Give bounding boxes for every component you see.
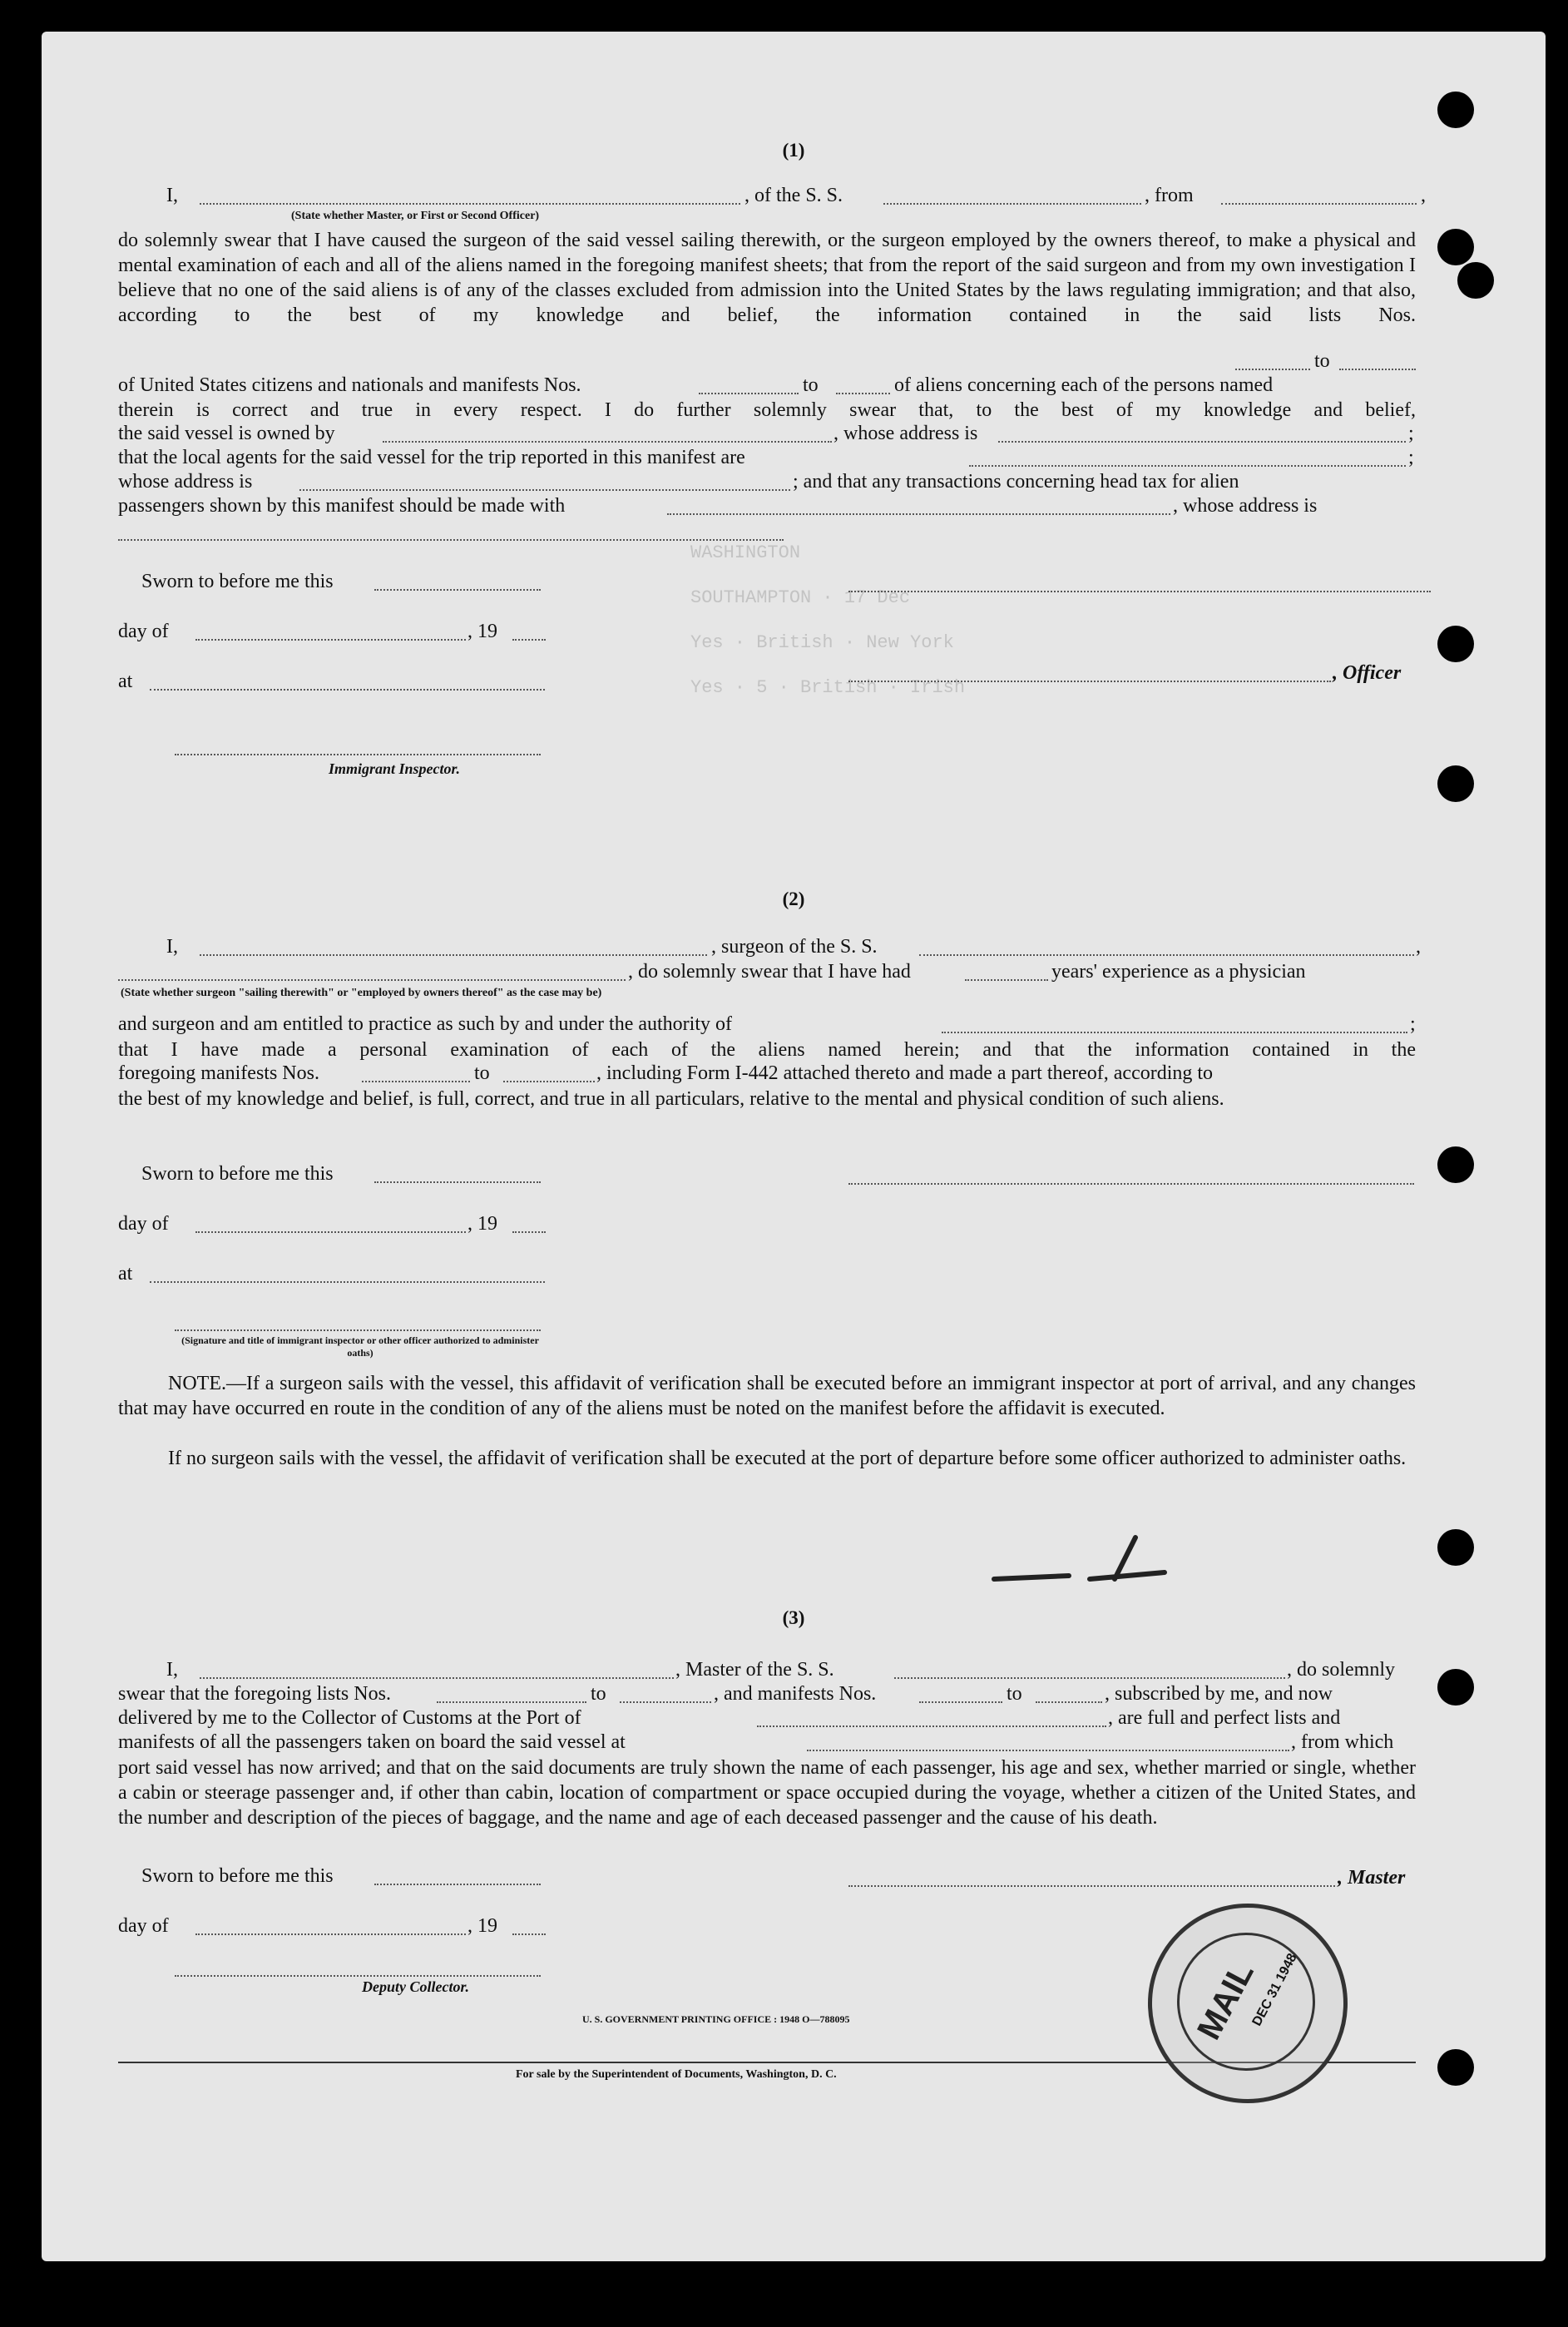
authority-field[interactable]: [942, 1015, 1407, 1033]
s2-sworn-day-field[interactable]: [374, 1165, 541, 1183]
s3-lists-to-field[interactable]: [620, 1685, 711, 1703]
section-3-number: (3): [782, 1607, 805, 1628]
caption-officer: (State whether Master, or First or Second Officer): [291, 210, 540, 222]
s1-comma: ,: [1421, 185, 1426, 206]
manifests-from-field[interactable]: [699, 376, 799, 394]
punch-hole: [1437, 229, 1474, 265]
mail-stamp: [1148, 1904, 1348, 2103]
s1-citizens-a: of United States citizens and nationals and manifests Nos.: [118, 374, 581, 396]
caption-surgeon: (State whether surgeon "sailing therewith" or "employed by owners thereof" as the case may be): [121, 987, 602, 999]
citizens-to: to: [803, 374, 819, 396]
punch-hole: [1437, 626, 1474, 662]
s2-inspector-signature-field[interactable]: [175, 1313, 541, 1331]
s3-from-which-label: , from which: [1291, 1731, 1394, 1753]
s3-manifests-to: to: [1007, 1683, 1022, 1705]
punch-hole: [1437, 1146, 1474, 1183]
section-1-number: (1): [782, 140, 805, 161]
s3-vessel-name-field[interactable]: [894, 1661, 1285, 1679]
handwritten-mark: [990, 1521, 1181, 1596]
s2-day-of-label: day of: [118, 1213, 169, 1235]
s2-manifests-to-field[interactable]: [503, 1064, 595, 1082]
owner-address-field[interactable]: [998, 424, 1406, 443]
s1-citizens-b: of aliens concerning each of the persons named: [894, 374, 1274, 396]
head-tax-address-label: , whose address is: [1173, 495, 1318, 517]
note-paragraph-2: If no surgeon sails with the vessel, the affidavit of verification shall be executed at the port of departure before some officer authorized to administer oaths.: [168, 1448, 1407, 1469]
s1-at-field[interactable]: [150, 672, 545, 691]
stamp-mail-text: MAIL: [1190, 1956, 1261, 2046]
s2-form-label: , including Form I-442 attached thereto and made a part thereof, according to: [596, 1062, 1214, 1084]
s3-sworn-day-field[interactable]: [374, 1867, 541, 1885]
owner-field[interactable]: [383, 424, 832, 443]
head-tax-address-field[interactable]: [118, 522, 784, 541]
s2-surgeon-of: , surgeon of the S. S.: [711, 936, 878, 958]
s3-manifests-from-field[interactable]: [919, 1685, 1002, 1703]
officer-label: , Officer: [1333, 662, 1402, 684]
s3-lists-from-field[interactable]: [437, 1685, 586, 1703]
punch-hole: [1437, 1669, 1474, 1706]
s1-paragraph: do solemnly swear that I have caused the surgeon of the said vessel sailing therewith, or the surgeon employed by the owners thereof, to make a physical and mental examination of each and all of the aliens named in the foregoing manifest sheets; that from the report of the said surgeon and from my own investigation I believe that no one of the said aliens is of any of the classes excluded from admission into the United States by the laws regulating immigration; and that also, according to the best of my knowledge and belief, the information contained in the said lists Nos.: [118, 230, 1416, 326]
gpo-imprint: U. S. GOVERNMENT PRINTING OFFICE : 1948 O—788095: [582, 2013, 850, 2025]
s1-officer-name-field[interactable]: [848, 664, 1331, 682]
s2-at-field[interactable]: [150, 1265, 545, 1283]
s3-lists-to: to: [591, 1683, 606, 1705]
s1-year-label: , 19: [467, 621, 497, 642]
s1-sworn-label: Sworn to before me this: [141, 571, 334, 592]
punch-hole: [1437, 2049, 1474, 2086]
s3-lists-label: swear that the foregoing lists Nos.: [118, 1683, 391, 1705]
lists-to-field[interactable]: [1339, 352, 1416, 370]
s3-departure-port-field[interactable]: [807, 1733, 1289, 1751]
s2-year-label: , 19: [467, 1213, 497, 1235]
owner-address-label: , whose address is: [833, 423, 978, 444]
s1-i: I,: [166, 185, 178, 206]
s3-year-label: , 19: [467, 1915, 497, 1937]
s3-i: I,: [166, 1659, 178, 1681]
section-2-number: (2): [782, 889, 805, 909]
surgeon-type-field[interactable]: [118, 963, 626, 981]
collector-signature-field[interactable]: [175, 1958, 541, 1977]
s1-from: , from: [1145, 185, 1194, 206]
s2-paragraph-a: that I have made a personal examination of each of the aliens named herein; and that the information contained in the: [118, 1039, 1416, 1061]
punch-hole: [1437, 765, 1474, 802]
agents-semicolon: ;: [1408, 447, 1414, 468]
s2-manifests-to: to: [474, 1062, 490, 1084]
s3-month-field[interactable]: [195, 1917, 466, 1935]
s3-port-field[interactable]: [757, 1709, 1106, 1727]
surgeon-name-field[interactable]: [200, 938, 707, 956]
s1-correct-line: therein is correct and true in every respect. I do further solemnly swear that, to the best of my knowledge and belief,: [118, 399, 1416, 421]
s2-sworn-label: Sworn to before me this: [141, 1163, 334, 1185]
owned-semicolon: ;: [1408, 423, 1414, 444]
s1-of-ss: , of the S. S.: [744, 185, 843, 206]
s1-vessel-name-field[interactable]: [883, 186, 1141, 205]
signature-caption: (Signature and title of immigrant inspector or other officer authorized to administer oaths): [181, 1334, 539, 1359]
s2-i: I,: [166, 936, 178, 958]
officer-title-field[interactable]: [200, 186, 740, 205]
manifest-page: [42, 32, 1546, 2261]
immigrant-inspector-label: Immigrant Inspector.: [329, 760, 461, 777]
s2-comma: ,: [1416, 936, 1421, 958]
s1-day-of-label: day of: [118, 621, 169, 642]
lists-from-field[interactable]: [1235, 352, 1310, 370]
s1-sworn-day-field[interactable]: [374, 572, 541, 591]
s3-subscribed-label: , subscribed by me, and now: [1105, 1683, 1333, 1705]
surgeon-signature-field[interactable]: [848, 1166, 1414, 1185]
sale-notice: For sale by the Superintendent of Documents, Washington, D. C.: [516, 2068, 837, 2081]
master-name-field[interactable]: [200, 1661, 674, 1679]
s2-authority-semicolon: ;: [1410, 1013, 1416, 1035]
note-paragraph-1: NOTE.—If a surgeon sails with the vessel, this affidavit of verification shall be executed before an immigrant inspector at port of arrival, and any changes that may have occurred en route in the condition of any of the aliens must be noted on the manifest before the affidavit is executed.: [118, 1373, 1416, 1419]
s2-year-field[interactable]: [512, 1215, 546, 1233]
head-tax-party-field[interactable]: [667, 497, 1170, 515]
s2-years-label: years' experience as a physician: [1051, 961, 1306, 983]
s1-at-label: at: [118, 671, 133, 692]
s2-at-label: at: [118, 1263, 133, 1285]
s3-taken-on-label: manifests of all the passengers taken on board the said vessel at: [118, 1731, 626, 1753]
bleed-through-text: WASHINGTON SOUTHAMPTON · 17 Dec Yes · British · New York Yes · 5 · British · Irish: [690, 542, 966, 698]
s1-officer-signature-field[interactable]: [848, 574, 1431, 592]
agents-label: that the local agents for the said vessel for the trip reported in this manifest are: [118, 447, 745, 468]
s1-from-port-field[interactable]: [1221, 186, 1417, 205]
deputy-collector-label: Deputy Collector.: [362, 1978, 469, 1995]
s3-day-of-label: day of: [118, 1915, 169, 1937]
agents-address-label: whose address is: [118, 471, 253, 493]
s3-master-of: , Master of the S. S.: [675, 1659, 834, 1681]
s3-port-label: delivered by me to the Collector of Customs at the Port of: [118, 1707, 581, 1729]
s3-sworn-label: Sworn to before me this: [141, 1865, 334, 1887]
s2-swear-had: , do solemnly swear that I have had: [628, 961, 911, 983]
s3-year-field[interactable]: [512, 1917, 546, 1935]
s2-manifests-from-field[interactable]: [362, 1064, 470, 1082]
s3-do-solemnly: , do solemnly: [1287, 1659, 1395, 1681]
manifests-to-field[interactable]: [836, 376, 890, 394]
head-tax-with-label: passengers shown by this manifest should be made with: [118, 495, 566, 517]
s2-paragraph-b: the best of my knowledge and belief, is full, correct, and true in all particulars, relative to the mental and physical condition of such aliens.: [118, 1088, 1224, 1110]
s2-manifests-label: foregoing manifests Nos.: [118, 1062, 319, 1084]
punch-hole: [1457, 262, 1494, 299]
lists-to: to: [1314, 350, 1330, 372]
s1-month-field[interactable]: [195, 622, 466, 641]
master-signature-field[interactable]: [848, 1869, 1335, 1887]
punch-hole: [1437, 92, 1474, 128]
years-experience-field[interactable]: [965, 963, 1048, 981]
stamp-date: DEC 31 1948: [1249, 1951, 1300, 2029]
s1-year-field[interactable]: [512, 622, 546, 641]
owned-by-label: the said vessel is owned by: [118, 423, 335, 444]
s2-vessel-name-field[interactable]: [919, 938, 1414, 956]
master-label: , Master: [1338, 1867, 1406, 1889]
s3-paragraph: port said vessel has now arrived; and that on the said documents are truly shown the name of each passenger, his age and sex, whether married or single, whether a cabin or steerage passenger and, if other than cabin, location of compartment or space occupied during the voyage, whether a citizen of the United States, and the number and description of the pieces of baggage, and the name and age of each deceased passenger and the cause of his death.: [118, 1757, 1416, 1829]
s3-manifests-to-field[interactable]: [1036, 1685, 1102, 1703]
inspector-signature-field[interactable]: [175, 737, 541, 755]
s3-full-lists-label: , are full and perfect lists and: [1108, 1707, 1341, 1729]
punch-hole: [1437, 1529, 1474, 1566]
s3-manifests-label: , and manifests Nos.: [714, 1683, 877, 1705]
agents-field[interactable]: [969, 448, 1406, 467]
agents-address-field[interactable]: [299, 473, 790, 491]
s2-authority-label: and surgeon and am entitled to practice as such by and under the authority of: [118, 1013, 732, 1035]
head-tax-label: ; and that any transactions concerning head tax for alien: [793, 471, 1239, 493]
s2-month-field[interactable]: [195, 1215, 466, 1233]
